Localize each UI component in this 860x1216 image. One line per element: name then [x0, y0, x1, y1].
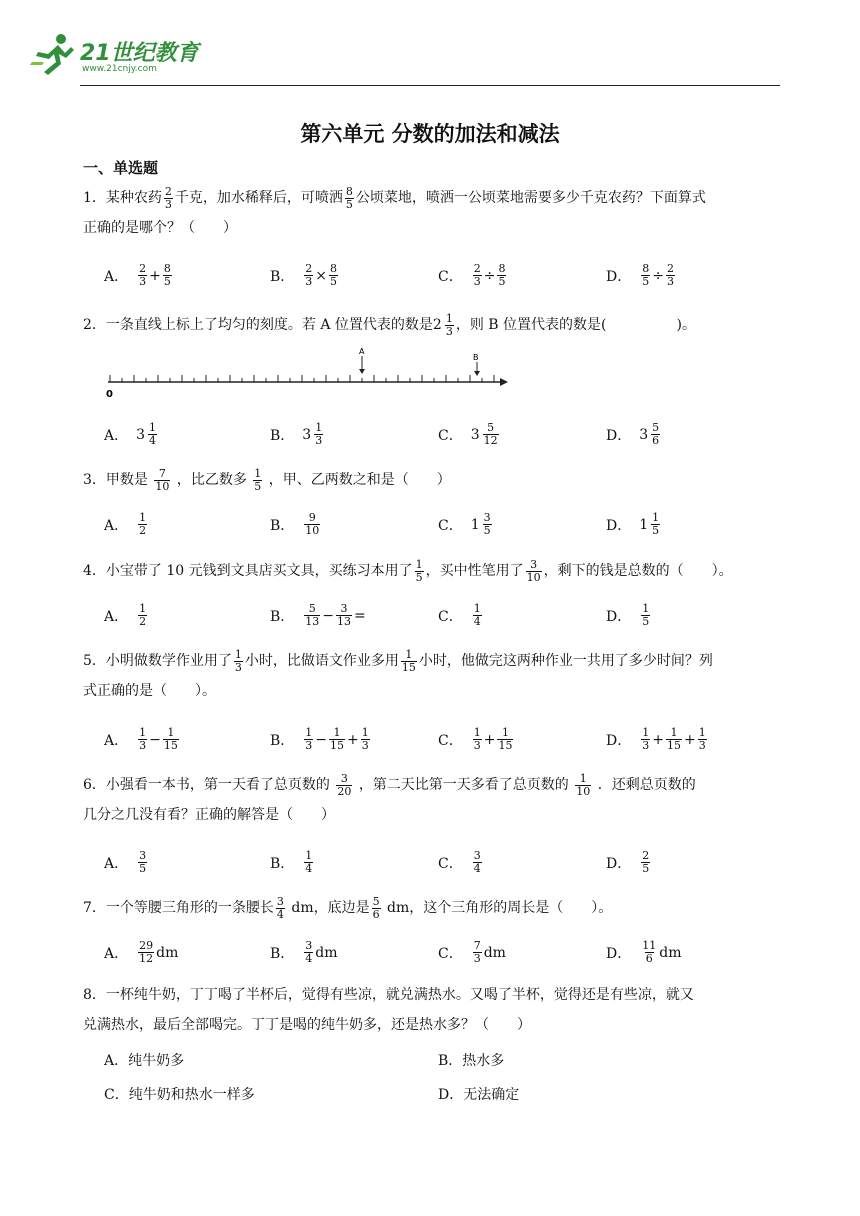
- logo-url: www.21cnjy.com: [82, 64, 157, 74]
- option-a[interactable]: A． 3 $\frac{1}{4}$: [104, 421, 157, 447]
- question-2: 2．一条直线上标上了均匀的刻度。若 A 位置代表的数是2 $\frac{1}{3}$ ，则 B 位置代表的数是( )。: [83, 311, 696, 338]
- number-line-ruler: [105, 344, 510, 400]
- option-c[interactable]: C． 1 $\frac{3}{5}$: [438, 511, 491, 537]
- ruler-a-label: A: [359, 347, 365, 356]
- option-d[interactable]: D． $\frac{1}{5}$: [606, 602, 650, 628]
- question-text: 千克，加水稀释后，可喷洒: [174, 190, 343, 206]
- question-text: 1．某种农药: [83, 190, 162, 206]
- logo-text: 21世纪教育: [80, 41, 199, 66]
- option-a[interactable]: A． $\frac{29}{12}$ dm: [104, 939, 179, 965]
- option-d[interactable]: D． 3 $\frac{5}{6}$: [606, 421, 660, 447]
- question-5: 5．小明做数学作业用了 $\frac{1}{3}$ 小时，比做语文作业多用 $\frac{1}{15}$ 小时，他做完这两种作业一共用了多少时间？列 式正确的是（ ）。: [83, 647, 713, 699]
- fraction: $\frac{1}{3}$: [445, 311, 453, 338]
- option-b[interactable]: B． $\frac{3}{4}$ dm: [270, 939, 338, 965]
- option-a[interactable]: A．纯牛奶多: [104, 1053, 185, 1069]
- option-a[interactable]: A． $\frac{1}{3}$ − $\frac{1}{15}$: [104, 726, 178, 752]
- question-8: 8．一杯纯牛奶，丁丁喝了半杯后，觉得有些凉，就兑满热水。又喝了半杯，觉得还是有些凉，就又 兑满热水，最后全部喝完。丁丁是喝的纯牛奶多，还是热水多？（ ）: [83, 987, 694, 1033]
- fraction: $\frac{2}{3}$: [164, 184, 172, 211]
- option-c[interactable]: C． 3 $\frac{5}{12}$: [438, 421, 498, 447]
- section-heading: 一、单选题: [83, 159, 159, 177]
- option-b[interactable]: B． $\frac{9}{10}$: [270, 511, 320, 537]
- option-c[interactable]: C．纯牛奶和热水一样多: [104, 1087, 255, 1103]
- page-title: 第六单元 分数的加法和减法: [300, 122, 560, 146]
- logo: [30, 30, 200, 80]
- option-a[interactable]: A． $\frac{1}{2}$: [104, 511, 147, 537]
- question-3: 3．甲数是 $\frac{7}{10}$ ，比乙数多 $\frac{1}{5}$ ，甲、乙两数之和是（ ）: [83, 466, 451, 493]
- option-b[interactable]: B． $\frac{1}{4}$: [270, 849, 313, 875]
- option-c[interactable]: C． $\frac{1}{3}$ + $\frac{1}{15}$: [438, 726, 513, 752]
- question-7: 7．一个等腰三角形的一条腰长 $\frac{3}{4}$ dm，底边是 $\frac{5}{6}$ dm，这个三角形的周长是（ ）。: [83, 894, 613, 921]
- question-text: 公顷菜地，喷洒一公顷菜地需要多少千克农药？下面算式: [355, 190, 706, 206]
- option-b[interactable]: B．热水多: [438, 1053, 505, 1069]
- option-b[interactable]: B． $\frac{1}{3}$ − $\frac{1}{15}$ + $\frac{1}{3}$: [270, 726, 369, 752]
- option-c[interactable]: C． $\frac{1}{4}$: [438, 602, 481, 628]
- option-a[interactable]: A． $\frac{2}{3}$ + $\frac{8}{5}$: [104, 262, 171, 288]
- option-b[interactable]: B． 3 $\frac{1}{3}$: [270, 421, 323, 447]
- option-d[interactable]: D． 1 $\frac{1}{5}$: [606, 511, 660, 537]
- question-1: [83, 183, 783, 243]
- option-d[interactable]: D． $\frac{1}{3}$ + $\frac{1}{15}$ + $\frac{1}{3}$: [606, 726, 706, 752]
- ruler-zero-label: 0: [106, 389, 113, 400]
- question-4: 4．小宝带了 10 元钱到文具店买文具，买练习本用了 $\frac{1}{5}$ ，买中性笔用了 $\frac{3}{10}$ ，剩下的钱是总数的（ ）。: [83, 557, 733, 584]
- fraction: $\frac{8}{5}$: [345, 184, 353, 211]
- ruler-b-label: B: [473, 353, 479, 362]
- option-b[interactable]: B． $\frac{2}{3}$ × $\frac{8}{5}$: [270, 262, 338, 288]
- question-text: 正确的是哪个？（ ）: [83, 220, 237, 236]
- header-rule: [80, 85, 780, 86]
- question-6: 6．小强看一本书，第一天看了总页数的 $\frac{3}{20}$ ，第二天比第一天多看了总页数的 $\frac{1}{10}$ ．还剩总页数的 几分之几没有看？正确的解答是（ ）: [83, 771, 696, 823]
- option-c[interactable]: C． $\frac{7}{3}$ dm: [438, 939, 506, 965]
- option-d[interactable]: D． $\frac{2}{5}$: [606, 849, 650, 875]
- option-c[interactable]: C． $\frac{2}{3}$ ÷ $\frac{8}{5}$: [438, 262, 506, 288]
- option-b[interactable]: B． $\frac{5}{13}$ − $\frac{3}{13}$ =: [270, 602, 366, 628]
- option-d[interactable]: D． $\frac{11}{6}$ dm: [606, 939, 682, 965]
- runner-logo-icon: [30, 32, 78, 76]
- option-a[interactable]: A． $\frac{3}{5}$: [104, 849, 147, 875]
- option-c[interactable]: C． $\frac{3}{4}$: [438, 849, 481, 875]
- option-d[interactable]: D．无法确定: [438, 1087, 520, 1103]
- option-d[interactable]: D． $\frac{8}{5}$ ÷ $\frac{2}{3}$: [606, 262, 674, 288]
- option-a[interactable]: A． $\frac{1}{2}$: [104, 602, 147, 628]
